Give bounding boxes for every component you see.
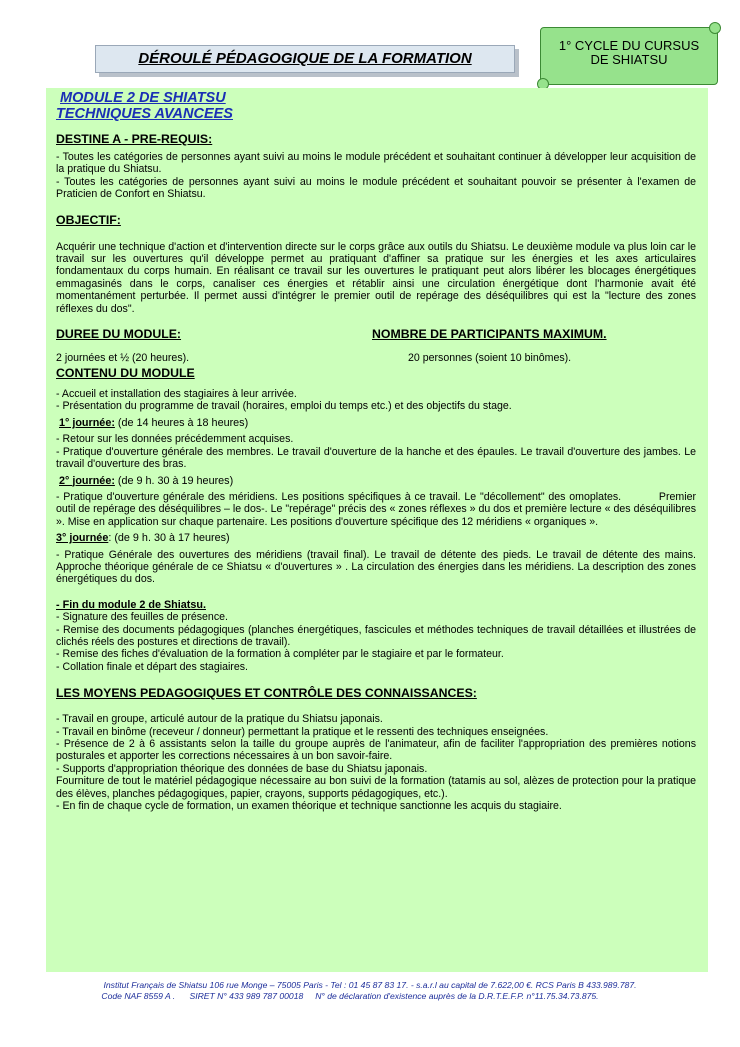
fin-text-2: - Remise des documents pédagogiques (planches énergétiques, fascicules et méthodes techniques de travail détaillées et illustrées de clichés réels des postures et directions de travail). bbox=[56, 623, 696, 648]
contenu-heading: CONTENU DU MODULE bbox=[56, 366, 195, 381]
fin-title bbox=[56, 599, 696, 611]
module-title-line1: MODULE 2 DE SHIATSU bbox=[60, 90, 226, 106]
document-title: DÉROULÉ PÉDAGOGIQUE DE LA FORMATION bbox=[95, 45, 515, 73]
day2-text: - Pratique d'ouverture générale des méridiens. Les positions spécifiques à ce travail. Le "décollement" des omoplates. Premier outil de repérage des déséquilibres – le dos-. Le "repérage" précis des « zones réflexes » du dos et première lecture « des déséquilibres ». Mise en application sur chaque partenaire. Les positions d'ouverture spécifique des 12 méridiens « organiques ». bbox=[56, 490, 699, 528]
day1-text-1: - Retour sur les données précédemment acquises. bbox=[56, 433, 294, 446]
contenu-intro-2: - Présentation du programme de travail (horaires, emploi du temps etc.) et des objectifs du stage. bbox=[56, 400, 512, 413]
objectif-text: Acquérir une technique d'action et d'intervention directe sur le corps grâce aux outils du Shiatsu. Le deuxième module va plus loin car le travail sur les ouvertures qu'il développe permet au pratiquant d'affiner sa pratique sur les énergies et les axes articulaires fondamentaux du corps humain. En réalisant ce travail sur les ouvertures le pratiquant peut alors libérer les blocages énergétiques emmagasinés dans le corps, canaliser ces énergies et rétablir ainsi une circulation énergétique dont l'harmonie avait été momentanément perturbée. Il permet aussi d'intégrer le premier outil de repérage des déséquilibres qui est la "lecture des zones réflexes du dos". bbox=[56, 240, 696, 315]
day3-title bbox=[56, 532, 696, 544]
module-title bbox=[56, 90, 696, 122]
moyens-text-4: - Supports d'appropriation théorique des données de base du Shiatsu japonais. bbox=[56, 762, 428, 775]
fin-text-3: - Remise des fiches d'évaluation de la formation à compléter par le stagiaire et par le formateur. bbox=[56, 648, 504, 661]
day2-label: 2° journée: bbox=[59, 474, 115, 487]
participants-value: 20 personnes (soient 10 binômes). bbox=[408, 352, 572, 365]
footer-line1: Institut Français de Shiatsu 106 rue Monge – 75005 Paris - Tel : 01 45 87 83 17. - s.a.r.l au capital de 7.622,00 €. RCS Paris B 433.989.787. bbox=[103, 980, 637, 990]
day3-text: - Pratique Générale des ouvertures des méridiens (travail final). Le travail de détente des pieds. Le travail de détente des mains. Approche théorique générale de ce Shiatsu « d'ouvertures » . La circulation des énergies dans les méridiens. La description des zones énergétiques du dos. bbox=[56, 548, 696, 586]
duree-value: 2 journées et ½ (20 heures). bbox=[56, 352, 190, 365]
moyens-text-3: - Présence de 2 à 6 assistants selon la taille du groupe auprès de l'animateur, afin de faciliter l'appropriation des premières notions posturales et apporter les corrections nécessaires à un bon savoir-faire. bbox=[56, 738, 696, 763]
moyens-text-1: - Travail en groupe, articulé autour de la pratique du Shiatsu japonais. bbox=[56, 713, 383, 726]
day2-title bbox=[56, 475, 696, 487]
fin-label: - Fin du module 2 de Shiatsu. bbox=[56, 598, 206, 611]
day3-hours: : (de 9 h. 30 à 17 heures) bbox=[108, 532, 230, 545]
day1-label: 1° journée: bbox=[59, 416, 115, 429]
day3-label: 3° journée bbox=[56, 532, 109, 545]
moyens-heading: LES MOYENS PEDAGOGIQUES ET CONTRÔLE DES CONNAISSANCES: bbox=[56, 686, 477, 701]
day1-text-2: - Pratique d'ouverture générale des membres. Le travail d'ouverture de la hanche et des épaules. Le travail d'ouverture des jambes. Le travail d'ouverture des bras. bbox=[56, 445, 696, 471]
destine-text-2: - Toutes les catégories de personnes ayant suivi au moins le module précédent et souhaitant pouvoir se présenter à l'examen de Praticien de Confort en Shiatsu. bbox=[56, 175, 696, 201]
objectif-heading: OBJECTIF: bbox=[56, 212, 121, 227]
duree-heading: DUREE DU MODULE: bbox=[56, 327, 182, 342]
footer-line2: Code NAF 8559 A . SIRET N° 433 989 787 00018 N° de déclaration d'existence auprès de la D.R.T.E.F.P. n°11.75.34.73.875. bbox=[101, 991, 599, 1001]
moyens-text-6: - En fin de chaque cycle de formation, un examen théorique et technique sanctionne les acquis du stagiaire. bbox=[56, 800, 562, 813]
destine-text-1: - Toutes les catégories de personnes ayant suivi au moins le module précédent et souhaitant continuer à développer leur acquisition de la pratique du Shiatsu. bbox=[56, 151, 696, 176]
cycle-badge bbox=[540, 27, 718, 85]
footer bbox=[0, 980, 740, 1002]
moyens-text-2: - Travail en binôme (receveur / donneur) permettant la pratique et le ressenti des techniques enseignées. bbox=[56, 725, 549, 738]
contenu-intro-1: - Accueil et installation des stagiaires à leur arrivée. bbox=[56, 388, 297, 401]
content-panel bbox=[46, 88, 708, 972]
day2-hours: (de 9 h. 30 à 19 heures) bbox=[114, 474, 234, 487]
fin-text-1: - Signature des feuilles de présence. bbox=[56, 611, 228, 624]
fin-text-4: - Collation finale et départ des stagiaires. bbox=[56, 660, 248, 673]
participants-heading: NOMBRE DE PARTICIPANTS MAXIMUM. bbox=[372, 327, 607, 342]
destine-heading: DESTINE A - PRE-REQUIS: bbox=[56, 132, 213, 146]
module-title-line2: TECHNIQUES AVANCEES bbox=[56, 106, 233, 122]
day1-title bbox=[56, 417, 696, 429]
cycle-badge-line2: DE SHIATSU bbox=[590, 52, 668, 67]
scroll-curl-top bbox=[709, 22, 721, 34]
moyens-text-5: Fourniture de tout le matériel pédagogique nécessaire au bon suivi de la formation (tatamis au sol, alèzes de protection pour la pratique des élèves, planches pédagogiques, papier, crayons, supports pédagogiques, etc.). bbox=[56, 775, 696, 800]
day1-hours: (de 14 heures à 18 heures) bbox=[114, 416, 249, 429]
cycle-badge-line1: 1° CYCLE DU CURSUS bbox=[558, 38, 700, 53]
